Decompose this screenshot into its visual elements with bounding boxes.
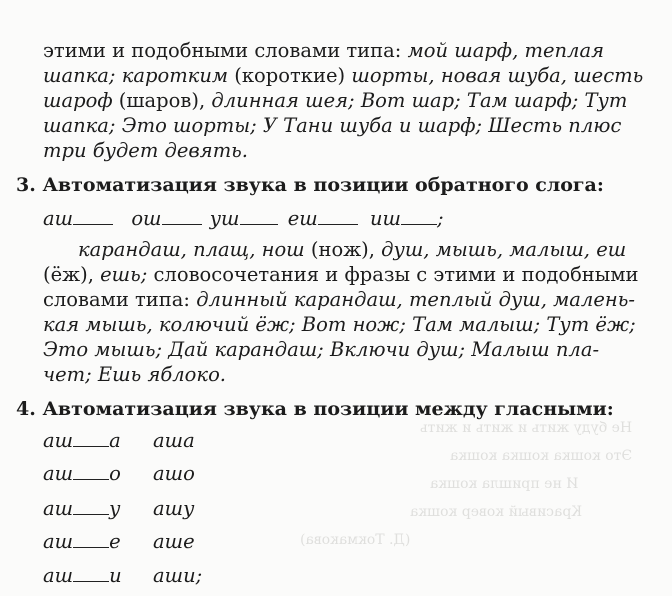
example-words: длинная шея; Вот шар; Там шарф; Тут	[211, 89, 628, 112]
bleed-through-text: (Д. Токмакова)	[300, 532, 411, 548]
section-heading: 4. Автоматизация звука в позиции между гласными:	[16, 398, 614, 420]
section-heading: 3. Автоматизация звука в позиции обратного слога:	[16, 174, 604, 196]
syllable: аш	[43, 497, 74, 520]
text-line: три будет девять.	[43, 139, 248, 162]
vowel-exercise-row	[43, 564, 203, 588]
blank-line	[73, 209, 113, 225]
result-syllable: аши;	[153, 564, 203, 587]
example-words: шапка; каротким	[43, 64, 229, 87]
syllable: иш	[369, 207, 401, 230]
text-line: чет; Ешь яблоко.	[43, 363, 227, 386]
text-line	[43, 39, 604, 63]
example-words: шорты, новая шуба, шесть	[351, 64, 644, 87]
vowel: о	[109, 462, 121, 485]
bleed-through-text: Не буду жить и жить и жить	[420, 420, 633, 436]
vowel: у	[109, 497, 121, 520]
syllable: аш	[43, 429, 74, 452]
vowel-exercise-row	[43, 497, 195, 521]
blank-line	[73, 566, 109, 582]
syllable: аш	[43, 207, 74, 230]
example-words: мой шарф, теплая	[407, 39, 605, 62]
example-words: душ, мышь, малыш, еш	[381, 238, 627, 261]
blank-line	[73, 532, 109, 548]
syllable-exercise-row	[43, 207, 444, 231]
example-words: шароф	[43, 89, 113, 112]
text-line	[43, 89, 627, 113]
blank-line	[401, 209, 437, 225]
syllable: аш	[43, 530, 74, 553]
vowel: а	[109, 429, 121, 452]
text-run: словами типа:	[43, 288, 190, 311]
text-run: (короткие)	[234, 64, 346, 87]
syllable: ош	[131, 207, 162, 230]
blank-line	[240, 209, 278, 225]
result-syllable: ашу	[153, 497, 195, 520]
text-run: (ёж),	[43, 263, 94, 286]
syllable: аш	[43, 462, 74, 485]
punctuation: ;	[436, 207, 444, 230]
result-syllable: аша	[153, 429, 195, 452]
blank-line	[318, 209, 358, 225]
text-run: словосочетания и фразы с этими и подобными	[153, 263, 639, 286]
syllable: уш	[209, 207, 240, 230]
result-syllable: аше	[153, 530, 195, 553]
vowel: е	[109, 530, 121, 553]
text-line	[78, 238, 626, 262]
text-line	[43, 288, 635, 312]
text-line: Это мышь; Дай карандаш; Включи душ; Малыш пла-	[43, 338, 600, 361]
blank-line	[73, 499, 109, 515]
blank-line	[73, 464, 109, 480]
text-line	[43, 64, 643, 88]
result-syllable: ашо	[153, 462, 195, 485]
text-run: этими и подобными словами типа:	[43, 39, 408, 62]
text-line: кая мышь, колючий ёж; Вот нож; Там малыш; Тут ёж;	[43, 313, 636, 336]
example-words: ешь;	[100, 263, 148, 286]
vowel-exercise-row	[43, 462, 195, 486]
blank-line	[73, 431, 109, 447]
text-run: (шаров),	[118, 89, 206, 112]
bleed-through-text: Красивый ковер кошка	[410, 504, 583, 520]
vowel-exercise-row	[43, 429, 195, 453]
example-words: длинный карандаш, теплый душ, малень-	[196, 288, 635, 311]
syllable: аш	[43, 564, 74, 587]
bleed-through-text: И не пришла кошка	[430, 476, 579, 492]
vowel: и	[109, 564, 122, 587]
vowel-exercise-row	[43, 530, 195, 554]
bleed-through-text: Это кошка кошка кошка	[450, 448, 633, 464]
text-line: шапка; Это шорты; У Тани шуба и шарф; Шесть плюс	[43, 114, 622, 137]
text-line	[43, 263, 639, 287]
syllable: еш	[287, 207, 318, 230]
blank-line	[162, 209, 202, 225]
text-run: (нож),	[310, 238, 375, 261]
example-words: карандаш, плащ, нош	[78, 238, 305, 261]
